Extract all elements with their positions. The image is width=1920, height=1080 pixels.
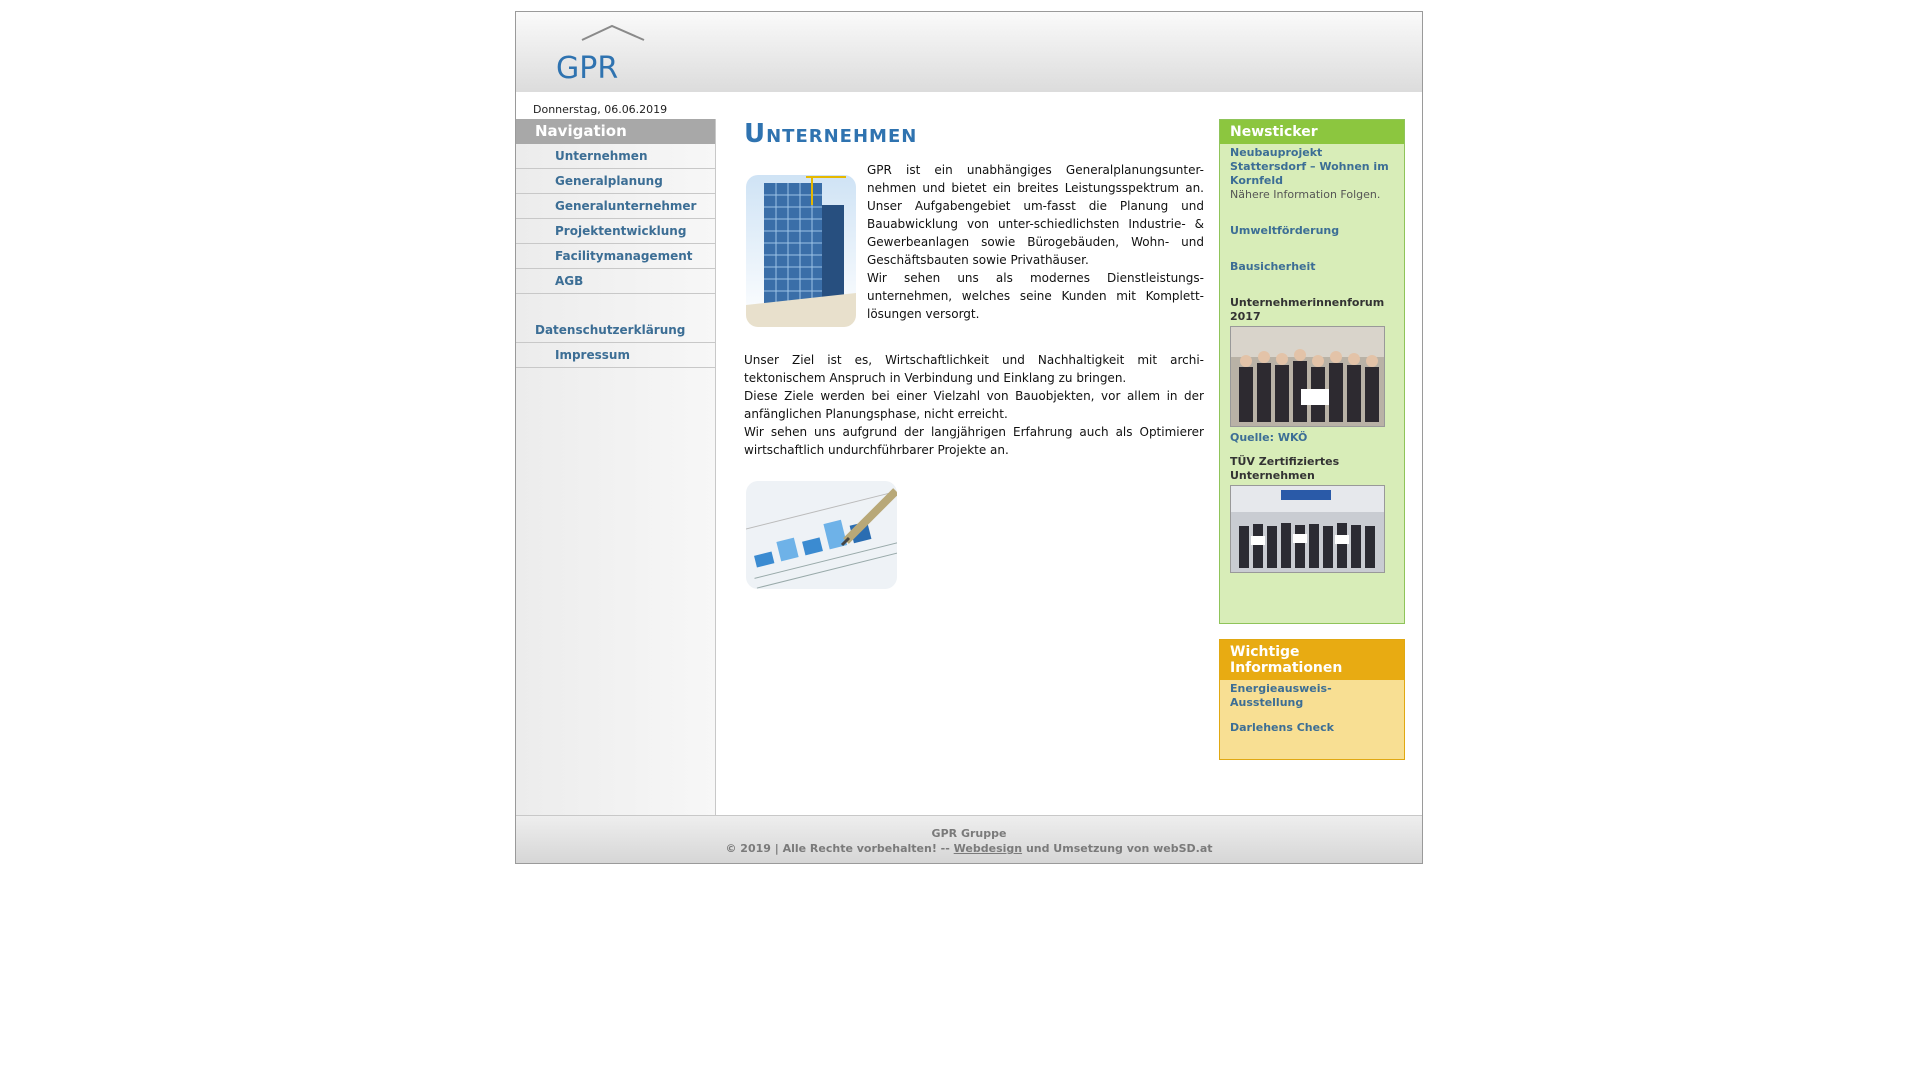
intro-paragraph-2: Wir sehen uns als modernes Dienstleistungs-unternehmen, welches seine Kunden mit Komplett-lösungen versorgt. <box>867 271 1204 321</box>
nav-item-facilitymanagement[interactable]: Facilitymanagement <box>516 244 715 269</box>
goal-paragraph-3: Wir sehen uns aufgrund der langjährigen Erfahrung auch als Optimierer wirtschaftlich undurchführbarer Projekte an. <box>744 425 1204 457</box>
important-info-heading: Wichtige Informationen <box>1220 640 1404 680</box>
footer-copyright: © 2019 | Alle Rechte vorbehalten! -- <box>725 842 950 855</box>
newsticker-heading: Newsticker <box>1220 120 1404 144</box>
news-umweltfoerderung-link[interactable]: Umweltförderung <box>1230 224 1340 237</box>
header <box>516 12 1422 92</box>
navigation-heading: Navigation <box>516 119 715 144</box>
nav-item-projektentwicklung[interactable]: Projektentwicklung <box>516 219 715 244</box>
footer <box>516 815 1422 863</box>
sidebar-navigation <box>516 119 716 815</box>
building-image <box>746 175 856 327</box>
footer-credit: und Umsetzung von webSD.at <box>1025 842 1213 855</box>
nav-item-impressum[interactable]: Impressum <box>516 343 715 368</box>
info-darlehens-check-link[interactable]: Darlehens Check <box>1230 721 1334 734</box>
newsticker-box <box>1219 119 1405 624</box>
forum-group-photo[interactable] <box>1230 326 1385 427</box>
page-frame <box>515 11 1423 864</box>
nav-item-agb[interactable]: AGB <box>516 269 715 294</box>
nav-item-unternehmen[interactable]: Unternehmen <box>516 144 715 169</box>
logo-text: GPR <box>556 51 619 82</box>
source-wko-link[interactable]: Quelle: WKÖ <box>1230 431 1308 444</box>
intro-paragraph-1: GPR ist ein unabhängiges Generalplanungsunter-nehmen und bietet ein breites Leistungsspektrum an. Unser Aufgabengebiet um-fasst die Planung und Bauabwicklung von unter-schiedlichsten Industrie- & Gewerbeanlagen sowie Bürogebäuden, Wohn- und Geschäftsbauten sowie Privathäuser. <box>867 163 1204 267</box>
nav-item-generalplanung[interactable]: Generalplanung <box>516 169 715 194</box>
news-neubauprojekt-text: Nähere Information Folgen. <box>1230 188 1381 201</box>
news-neubauprojekt-link[interactable]: Neubauprojekt Stattersdorf – Wohnen im Kornfeld <box>1230 146 1389 187</box>
footer-company: GPR Gruppe <box>931 827 1007 840</box>
sales-chart-image <box>746 481 897 589</box>
goal-paragraph-1: Unser Ziel ist es, Wirtschaftlichkeit und Nachhaltigkeit mit archi-tektonischem Anspruch in Verbindung und Einklang zu bringen. <box>744 353 1204 385</box>
goal-paragraph-2: Diese Ziele werden bei einer Vielzahl von Bauobjekten, vor allem in der anfänglichen Planungsphase, nicht erreicht. <box>744 389 1204 421</box>
nav-item-datenschutz[interactable]: Datenschutzerklärung <box>516 318 715 343</box>
footer-copyright-line <box>516 841 1422 856</box>
main-content <box>744 119 1204 589</box>
page-title: Unternehmen <box>744 119 918 149</box>
webdesign-link[interactable]: Webdesign <box>953 842 1023 855</box>
nav-item-generalunternehmer[interactable]: Generalunternehmer <box>516 194 715 219</box>
current-date: Donnerstag, 06.06.2019 <box>525 93 719 131</box>
news-tuev-title: TÜV Zertifiziertes Unternehmen <box>1230 455 1340 482</box>
important-info-box <box>1219 639 1405 760</box>
info-energieausweis-link[interactable]: Energieausweis-Ausstellung <box>1230 682 1332 709</box>
news-bausicherheit-link[interactable]: Bausicherheit <box>1230 260 1316 273</box>
news-unternehmerinnenforum-title: Unternehmerinnenforum 2017 <box>1230 296 1385 323</box>
tuev-group-photo[interactable] <box>1230 485 1385 573</box>
gpr-logo[interactable] <box>552 22 652 82</box>
